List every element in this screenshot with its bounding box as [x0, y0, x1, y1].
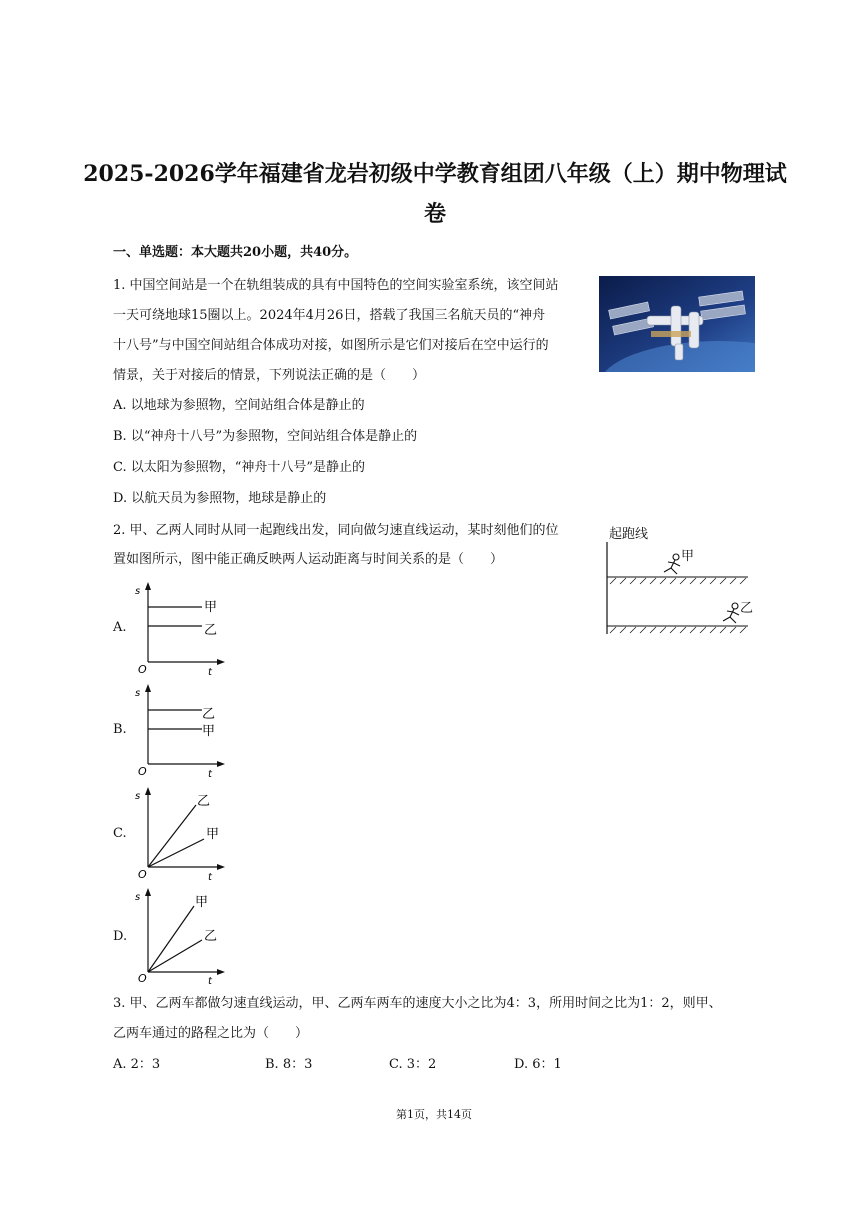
svg-text:甲: 甲 — [202, 724, 216, 739]
svg-text:O: O — [138, 765, 147, 778]
svg-text:乙: 乙 — [204, 929, 218, 944]
svg-text:O: O — [138, 972, 147, 984]
section-heading: 一、单选题：本大题共20小题，共40分。 — [113, 245, 358, 260]
q2-option-d-letter: D. — [113, 929, 128, 944]
svg-text:O: O — [138, 868, 147, 881]
start-line-label: 起跑线 — [609, 527, 649, 542]
runners-figure — [600, 522, 755, 637]
q1-option-d: D. 以航天员为参照物，地球是静止的 — [113, 491, 327, 506]
svg-text:s: s — [135, 586, 141, 597]
q3-option-d: D. 6：1 — [514, 1057, 562, 1072]
exam-title-line-2: 卷 — [423, 201, 446, 227]
q3-line: 乙两车通过的路程之比为（ ） — [113, 1026, 309, 1041]
svg-text:乙: 乙 — [202, 707, 216, 722]
runner-yi-icon — [723, 603, 739, 623]
q3-option-c: C. 3：2 — [389, 1057, 437, 1072]
q1-line: 十八号”与中国空间站组合体成功对接，如图所示是它们对接后在空中运行的 — [113, 338, 549, 353]
svg-text:t: t — [208, 667, 212, 678]
runner-jia-icon — [664, 554, 680, 574]
svg-text:s: s — [135, 892, 141, 903]
q2-option-c-letter: C. — [113, 826, 127, 841]
q2-line: 置如图所示，图中能正确反映两人运动距离与时间关系的是（ ） — [113, 552, 504, 567]
svg-text:O: O — [138, 663, 147, 676]
page-footer: 第1页，共14页 — [396, 1108, 472, 1121]
svg-text:甲: 甲 — [204, 600, 218, 615]
runner-yi-label: 乙 — [740, 601, 754, 616]
svg-text:乙: 乙 — [204, 623, 218, 638]
svg-text:s: s — [135, 791, 141, 802]
svg-text:t: t — [208, 769, 212, 780]
q2-line: 2. 甲、乙两人同时从同一起跑线出发，同向做匀速直线运动，某时刻他们的位 — [113, 523, 559, 538]
q1-option-b: B. 以“神舟十八号”为参照物，空间站组合体是静止的 — [113, 429, 418, 444]
q1-line: 一天可绕地球15圈以上。2024年4月26日，搭载了我国三名航天员的“神舟 — [113, 308, 546, 323]
q1-option-a: A. 以地球为参照物，空间站组合体是静止的 — [113, 398, 365, 413]
q1-line: 1. 中国空间站是一个在轨组装成的具有中国特色的空间实验室系统，该空间站 — [113, 278, 559, 293]
runner-jia-label: 甲 — [681, 549, 695, 564]
svg-text:t: t — [208, 976, 212, 984]
q2-option-b-letter: B. — [113, 722, 127, 737]
svg-text:乙: 乙 — [197, 794, 211, 809]
q3-option-b: B. 8：3 — [265, 1057, 313, 1072]
svg-text:s: s — [135, 688, 141, 699]
svg-text:甲: 甲 — [206, 827, 220, 842]
svg-text:t: t — [208, 872, 212, 883]
exam-title-line-1: 2025-2026学年福建省龙岩初级中学教育组团八年级（上）期中物理试 — [83, 161, 787, 187]
graph-option-c — [130, 785, 240, 883]
graph-option-d — [130, 886, 240, 984]
q1-option-c: C. 以太阳为参照物，“神舟十八号”是静止的 — [113, 460, 366, 475]
graph-option-b — [130, 682, 240, 780]
q3-line: 3. 甲、乙两车都做匀速直线运动，甲、乙两车两车的速度大小之比为4：3，所用时间之比为1：2，则甲、 — [113, 996, 722, 1011]
svg-text:甲: 甲 — [195, 895, 209, 910]
q3-option-a: A. 2：3 — [113, 1057, 161, 1072]
q2-option-a-letter: A. — [113, 620, 127, 635]
graph-option-a — [130, 580, 240, 678]
q1-line: 情景，关于对接后的情景，下列说法正确的是（ ） — [113, 368, 426, 383]
space-station-image — [599, 276, 755, 372]
